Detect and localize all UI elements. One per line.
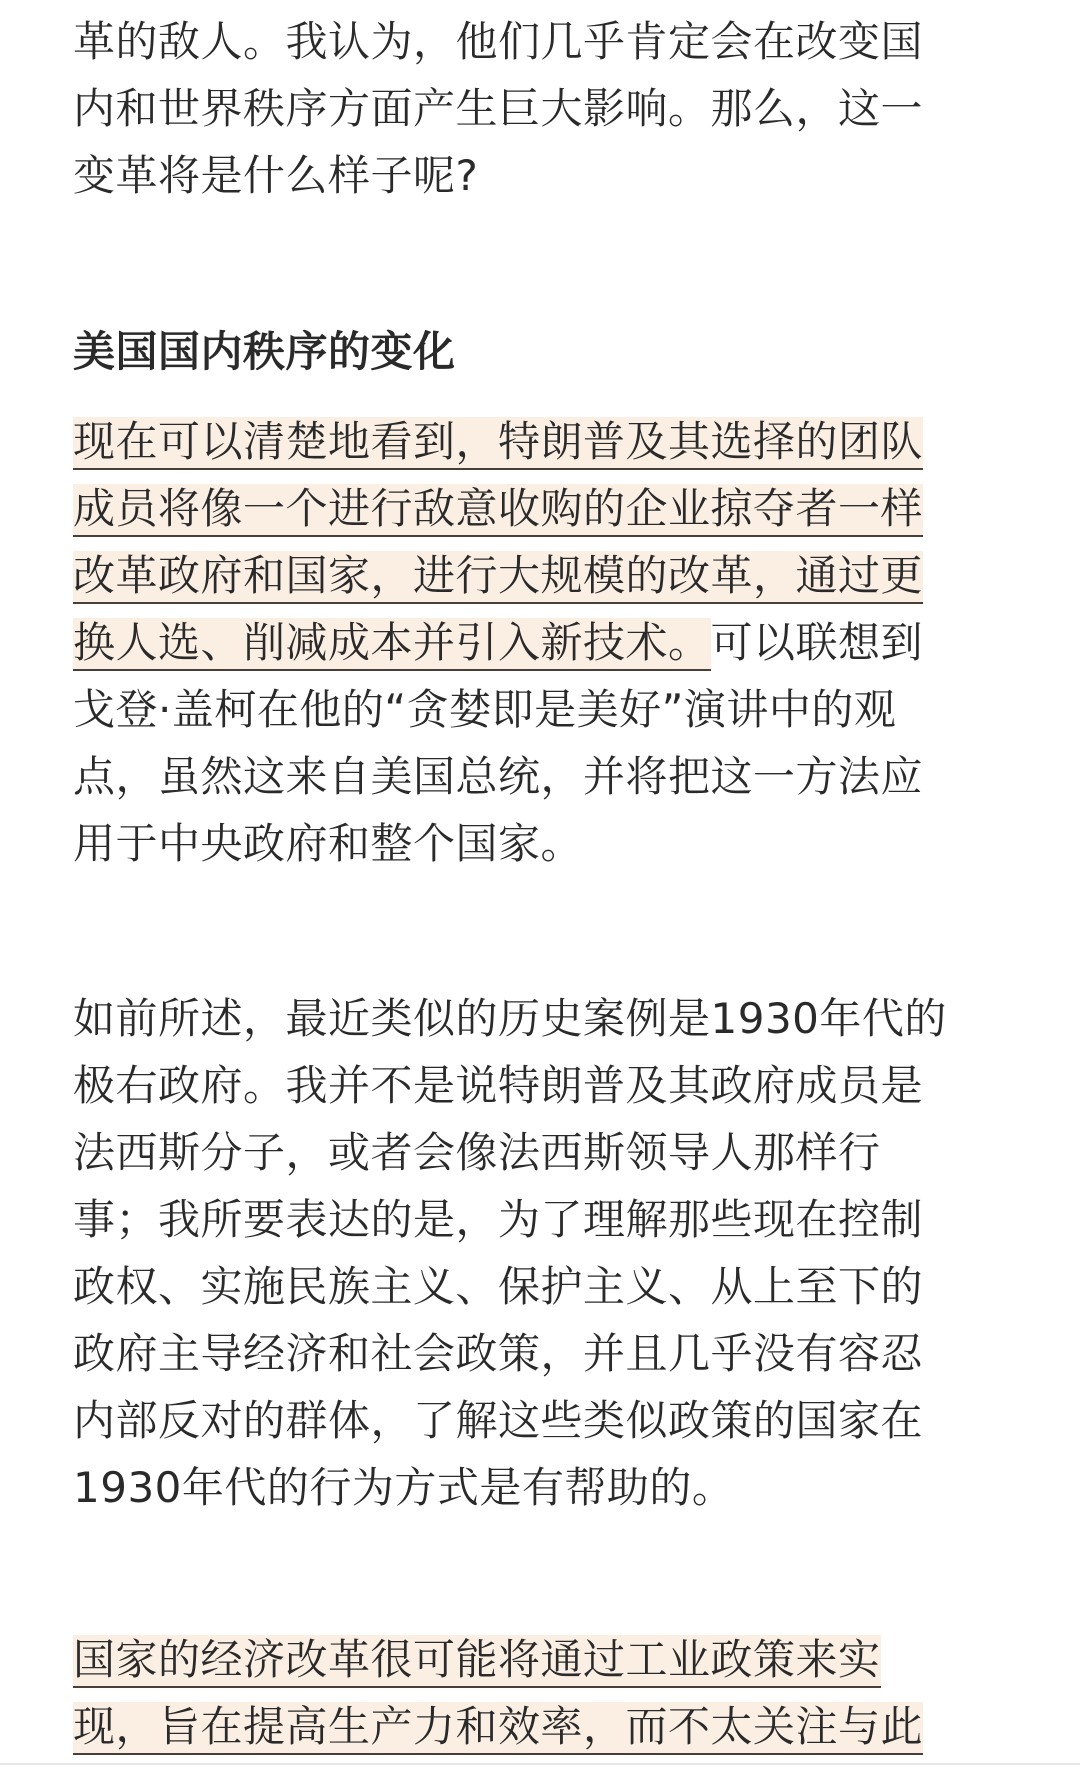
highlighted-text[interactable]: 成员将像一个进行敌意收购的企业掠夺者一样 <box>73 484 923 537</box>
text-line <box>73 542 1013 609</box>
text-line: 变革将是什么样子呢? <box>73 151 479 200</box>
highlighted-text[interactable]: 改革政府和国家，进行大规模的改革，通过更 <box>73 551 923 604</box>
text-line: 内和世界秩序方面产生巨大影响。那么，这一 <box>73 84 924 133</box>
paragraph-reform <box>73 408 1013 877</box>
text-line <box>73 408 1013 475</box>
text-line: 1930年代的行为方式是有帮助的。 <box>73 1463 735 1512</box>
plain-text: 可以联想到 <box>710 618 924 667</box>
paragraph-history <box>73 985 1013 1521</box>
text-line: 用于中央政府和整个国家。 <box>73 819 584 868</box>
text-line: 如前所述，最近类似的历史案例是1930年代的 <box>73 994 947 1043</box>
text-line <box>73 475 1013 542</box>
highlighted-text[interactable]: 现在可以清楚地看到，特朗普及其选择的团队 <box>73 417 923 470</box>
text-line: 事；我所要表达的是，为了理解那些现在控制 <box>73 1195 924 1244</box>
bottom-divider <box>0 1763 1080 1765</box>
text-line: 政府主导经济和社会政策，并且几乎没有容忍 <box>73 1329 924 1378</box>
highlighted-text[interactable]: 现，旨在提高生产力和效率，而不太关注与此 <box>73 1702 923 1755</box>
lead-paragraph <box>73 8 1013 209</box>
text-line: 法西斯分子，或者会像法西斯领导人那样行 <box>73 1128 881 1177</box>
text-line <box>73 1693 1013 1760</box>
text-line: 戈登·盖柯在他的“贪婪即是美好”演讲中的观 <box>73 685 897 734</box>
text-line: 革的敌人。我认为，他们几乎肯定会在改变国 <box>73 17 924 66</box>
section-heading: 美国国内秩序的变化 <box>73 327 456 376</box>
text-line: 极右政府。我并不是说特朗普及其政府成员是 <box>73 1061 924 1110</box>
highlighted-text[interactable]: 换人选、削减成本并引入新技术。 <box>73 618 711 671</box>
highlighted-text[interactable]: 国家的经济改革很可能将通过工业政策来实 <box>73 1635 881 1688</box>
text-line: 政权、实施民族主义、保护主义、从上至下的 <box>73 1262 924 1311</box>
text-line: 内部反对的群体，了解这些类似政策的国家在 <box>73 1396 924 1445</box>
text-line <box>73 1626 1013 1693</box>
text-line: 点，虽然这来自美国总统，并将把这一方法应 <box>73 752 924 801</box>
paragraph-economic-reform <box>73 1626 1013 1760</box>
text-line <box>73 609 1013 676</box>
